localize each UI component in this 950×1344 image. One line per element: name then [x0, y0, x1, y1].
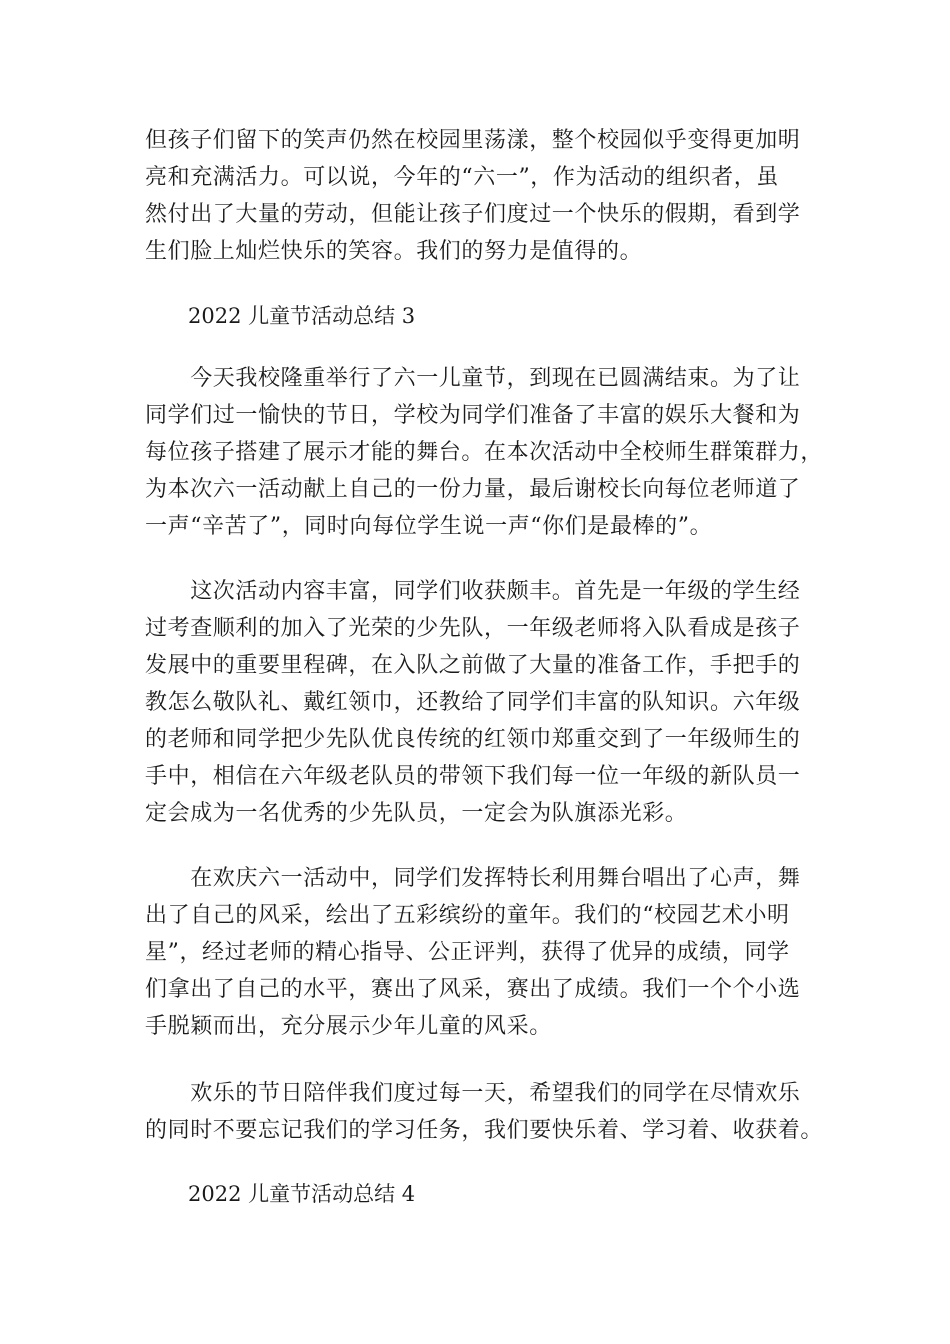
- text-line: 在欢庆六一活动中，同学们发挥特长利用舞台唱出了心声，舞: [145, 866, 801, 891]
- paragraph-1: [145, 360, 824, 545]
- paragraph-3: [145, 860, 805, 1045]
- text-line: 为本次六一活动献上自己的一份力量，最后谢校长向每位老师道了: [145, 477, 801, 502]
- section-heading-4: 2022 儿童节活动总结 4: [188, 1182, 416, 1206]
- text-line: 手中，相信在六年级老队员的带领下我们每一位一年级的新队员一: [145, 764, 801, 789]
- text-line: 每位孩子搭建了展示才能的舞台。在本次活动中全校师生群策群力，: [145, 440, 824, 465]
- text-line: 生们脸上灿烂快乐的笑容。我们的努力是值得的。: [145, 239, 643, 264]
- text-line: 但孩子们留下的笑声仍然在校园里荡漾，整个校园似乎变得更加明: [145, 128, 801, 153]
- text-line: 们拿出了自己的水平，赛出了风采，赛出了成绩。我们一个个小选: [145, 977, 801, 1002]
- text-line: 过考查顺利的加入了光荣的少先队，一年级老师将入队看成是孩子: [145, 616, 801, 641]
- text-line: 欢乐的节日陪伴我们度过每一天，希望我们的同学在尽情欢乐: [145, 1081, 801, 1106]
- text-line: 然付出了大量的劳动，但能让孩子们度过一个快乐的假期，看到学: [145, 202, 801, 227]
- text-line: 这次活动内容丰富，同学们收获颇丰。首先是一年级的学生经: [145, 579, 801, 604]
- paragraph-2: [145, 573, 805, 832]
- text-line: 的同时不要忘记我们的学习任务，我们要快乐着、学习着、收获着。: [145, 1118, 824, 1143]
- text-line: 一声“辛苦了”，同时向每位学生说一声“你们是最棒的”。: [145, 514, 713, 539]
- text-line: 定会成为一名优秀的少先队员，一定会为队旗添光彩。: [145, 801, 688, 826]
- text-line: 发展中的重要里程碑，在入队之前做了大量的准备工作，手把手的: [145, 653, 801, 678]
- text-line: 星”，经过老师的精心指导、公正评判，获得了优异的成绩，同学: [145, 940, 790, 965]
- text-line: 教怎么敬队礼、戴红领巾，还教给了同学们丰富的队知识。六年级: [145, 690, 801, 715]
- text-line: 亮和充满活力。可以说，今年的“六一”，作为活动的组织者，虽: [145, 165, 779, 190]
- paragraph-continuation: [145, 122, 805, 270]
- text-line: 今天我校隆重举行了六一儿童节，到现在已圆满结束。为了让: [145, 366, 801, 391]
- text-line: 的老师和同学把少先队优良传统的红领巾郑重交到了一年级师生的: [145, 727, 801, 752]
- text-line: 出了自己的风采，绘出了五彩缤纷的童年。我们的“校园艺术小明: [145, 903, 790, 928]
- text-line: 同学们过一愉快的节日，学校为同学们准备了丰富的娱乐大餐和为: [145, 403, 801, 428]
- section-heading-3: 2022 儿童节活动总结 3: [188, 304, 416, 328]
- text-line: 手脱颖而出，充分展示少年儿童的风采。: [145, 1014, 552, 1039]
- paragraph-4: [145, 1075, 824, 1149]
